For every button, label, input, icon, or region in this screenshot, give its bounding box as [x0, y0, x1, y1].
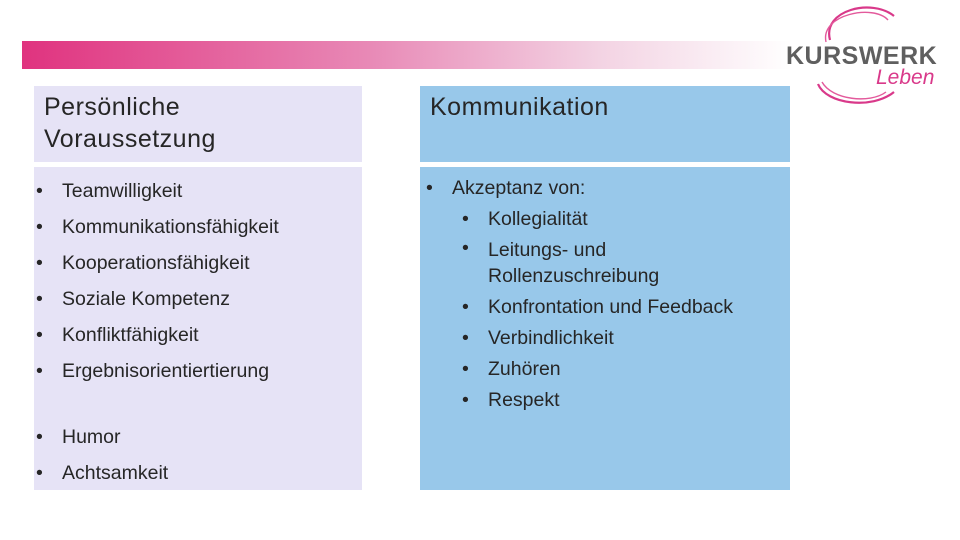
sub-list-item: • Leitungs- und Rollenzuschreibung	[462, 235, 718, 292]
list-item: • Achtsamkeit	[36, 455, 168, 491]
list-item: • Kommunikationsfähigkeit	[36, 209, 279, 245]
right-content-panel	[420, 167, 790, 490]
sub-list-item: • Respekt	[462, 385, 733, 416]
left-heading	[44, 91, 216, 155]
logo-subtitle: Leben	[876, 66, 935, 89]
left-list	[36, 173, 279, 389]
list-item: • Konfliktfähigkeit	[36, 317, 279, 353]
accent-bar	[22, 41, 792, 69]
left-heading-line2: Voraussetzung	[44, 125, 216, 153]
left-heading-panel	[34, 86, 362, 162]
right-heading-panel	[420, 86, 790, 162]
right-sub-list	[462, 204, 733, 416]
sub-list-item: • Verbindlichkeit	[462, 323, 733, 354]
list-item: • Humor	[36, 419, 168, 455]
list-item: • Kooperationsfähigkeit	[36, 245, 279, 281]
sub-list-item: • Zuhören	[462, 354, 733, 385]
right-list	[426, 173, 733, 416]
left-content-panel	[34, 167, 362, 490]
list-item-top	[426, 173, 733, 416]
left-extra-list	[36, 419, 168, 491]
left-heading-line1: Persönliche	[44, 93, 181, 121]
kurswerk-logo	[782, 0, 960, 110]
list-item: • Ergebnisorientiertierung	[36, 353, 279, 389]
list-item-label: Akzeptanz von:	[452, 177, 586, 199]
sub-list-item: • Konfrontation und Feedback	[462, 292, 733, 323]
sub-list-item: • Kollegialität	[462, 204, 733, 235]
list-item: • Soziale Kompetenz	[36, 281, 279, 317]
right-heading: Kommunikation	[430, 93, 609, 121]
list-item: • Teamwilligkeit	[36, 173, 279, 209]
logo-wordmark: KURSWERK	[786, 42, 938, 70]
